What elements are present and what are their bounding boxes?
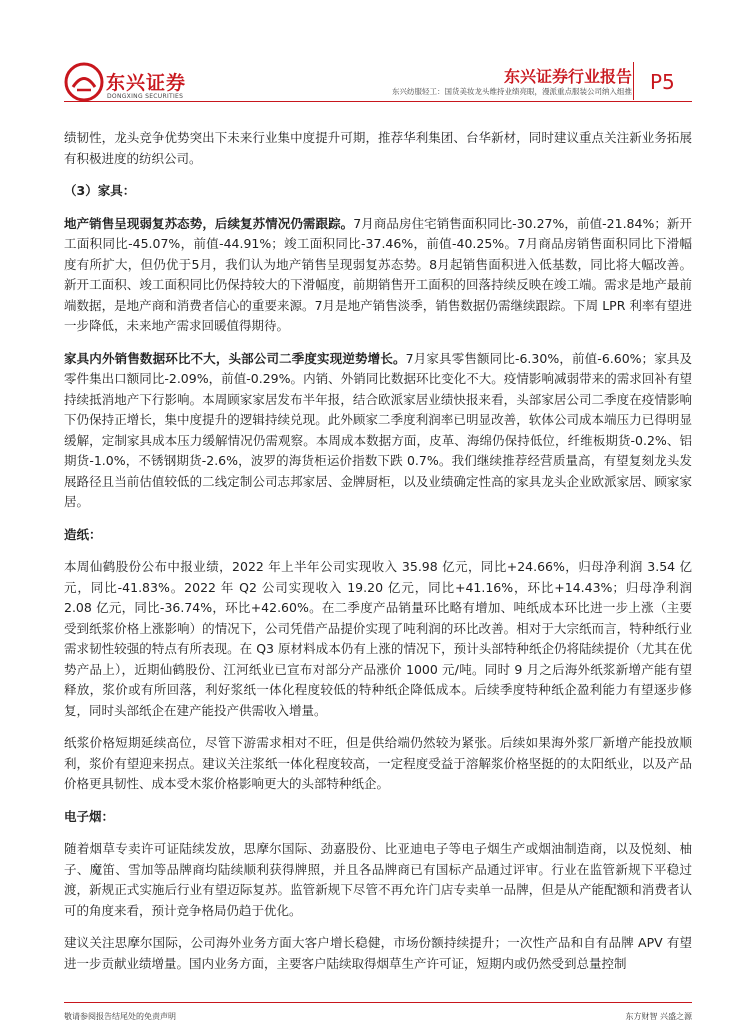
paper-paragraph-2: 纸浆价格短期延续高位，尽管下游需求相对不旺，但是供给端仍然较为紧张。后续如果海外浆厂新增产能投放顺利，浆价有望迎来拐点。建议关注浆纸一体化程度较高，一定程度受益于溶解浆价格坚挺的的太阳纸业，以及产品价格更具韧性、成本受木浆价格影响更大的头部特种纸企。 [64,735,692,791]
logo-mark-icon [64,62,104,102]
report-subtitle: 东兴纺服轻工：国货美妆龙头维持业绩亮眼，漫派重点服装公司纳入组推 [392,87,632,96]
footer-slogan: 东方财智 兴盛之源 [625,1012,692,1021]
section-heading-furniture [64,181,692,202]
section-heading-text: 造纸： [64,526,102,542]
ecig-paragraph-1: 随着烟草专卖许可证陆续发放，思摩尔国际、劲嘉股份、比亚迪电子等电子烟生产或烟油制造商，以及悦刻、柚子、魔笛、雪加等品牌商均陆续顺利获得牌照，并且各品牌商已有国标产品通过评审。行业在监管新规下平稳过渡，新规正式实施后行业有望迈际复苏。监管新规下尽管不再允许门店专卖单一品牌，但是从产能配额和消费者认可的角度来看，预计竞争格局仍趋于优化。 [64,841,692,918]
ecig-paragraph-2: 建议关注思摩尔国际，公司海外业务方面大客户增长稳健，市场份额持续提升；一次性产品和自有品牌 APV 有望进一步贡献业绩增量。国内业务方面，主要客户陆续取得烟草生产许可证，短期内或仍然受到总量控制 [64,935,692,971]
paragraph-body: 7月商品房住宅销售面积同比-30.27%，前值-21.84%；新开工面积同比-45.07%，前值-44.91%；竣工面积同比-37.46%，前值-40.25%。7月商品房销售面积同比下滑幅度有所扩大，但仍优于5月，我们认为地产销售呈现弱复苏态势。8月起销售面积进入低基数，同比将大幅改善。新开工面积、竣工面积同比仍保持较大的下滑幅度，前期销售开工面积的回落持续反映在竣工端。需求是地产最前端数据，是地产商和消费者信心的重要来源。7月是地产销售淡季，销售数据仍需继续跟踪。下周 LPR 利率有望进一步降低，未来地产需求回暖值得期待。 [64,215,692,333]
section-heading-text: 电子烟： [64,808,115,824]
paper-paragraph-1: 本周仙鹤股份公布中报业绩，2022 年上半年公司实现收入 35.98 亿元，同比+24.66%，归母净利润 3.54 亿元，同比-41.83%。2022 年 Q2 公司实现收入 19.20 亿元，同比+41.16%，环比+14.43%；归母净利润 2.08 亿元，同比-36.74%，环比+42.60%。在二季度产品销量环比略有增加、吨纸成本环比进一步上涨（主要受到纸浆价格上涨影响）的情况下，公司凭借产品提价实现了吨利润的环比改善。相对于大宗纸而言，特种纸行业需求韧性较强的特点有所表现。在 Q3 原材料成本仍有上涨的情况下，预计头部特种纸企仍将陆续提价（尤其在优势产品上），近期仙鹤股份、江河纸业已宣布对部分产品涨价 1000 元/吨。同时 9 月之后海外纸浆新增产能有望释放，浆价或有所回落，利好浆纸一体化程度较低的特种纸企降低成本。后续季度特种纸企盈利能力有望逐步修复，同时头部纸企在建产能投产供需收入增量。 [64,559,692,718]
disclaimer-link[interactable]: 敬请参阅报告结尾处的免责声明 [64,1012,176,1021]
furniture-paragraph-1 [64,214,692,337]
page-number-divider [633,62,634,100]
page-header [0,0,755,108]
paragraph-body: 7月家具零售额同比-6.30%，前值-6.60%；家具及零件集出口额同比-2.09%，前值-0.29%。内销、外销同比数据环比变化不大。疫情影响减弱带来的需求回补有望持续抵消地产下行影响。本周顾家家居发布半年报，结合欧派家居业绩快报来看，头部家居公司二季度在疫情影响下仍保持正增长，集中度提升的逻辑持续兑现。此外顾家二季度利润率已明显改善，软体公司成本端压力已得明显缓解，定制家具成本压力缓解情况仍需观察。本周成本数据方面，皮革、海绵仍保持低位，纤维板期货-0.2%、铝期货-1.0%，不锈钢期货-2.6%，波罗的海货柜运价指数下跌 0.7%。我们继续推荐经营质量高，有望复刻龙头发展路径且当前估值较低的二线定制公司志邦家居、金牌厨柜，以及业绩确定性高的家具龙头企业欧派家居、顾家家居。 [64,350,692,509]
page-footer [64,1002,692,1023]
section-heading-ecig [64,807,692,828]
logo-cn-text: 东兴证券 [106,72,187,94]
paragraph-lead: 地产销售呈现弱复苏态势，后续复苏情况仍需跟踪。 [64,215,354,231]
page-number: P5 [650,70,675,94]
furniture-paragraph-2 [64,349,692,513]
section-heading-text: （3）家具： [64,183,136,198]
intro-paragraph: 绩韧性，龙头竞争优势突出下未来行业集中度提升可期，推荐华利集团、台华新材，同时建议重点关注新业务拓展有积极进度的纺织公司。 [64,130,692,166]
paragraph-lead: 家具内外销售数据环比不大，头部公司二季度实现逆势增长。 [64,350,406,366]
company-logo [64,62,194,106]
section-heading-paper [64,525,692,546]
report-body [64,128,692,986]
report-title: 东兴证券行业报告 [503,67,632,86]
logo-en-text: DONGXING SECURITIES [107,93,184,100]
header-rule [64,101,692,102]
